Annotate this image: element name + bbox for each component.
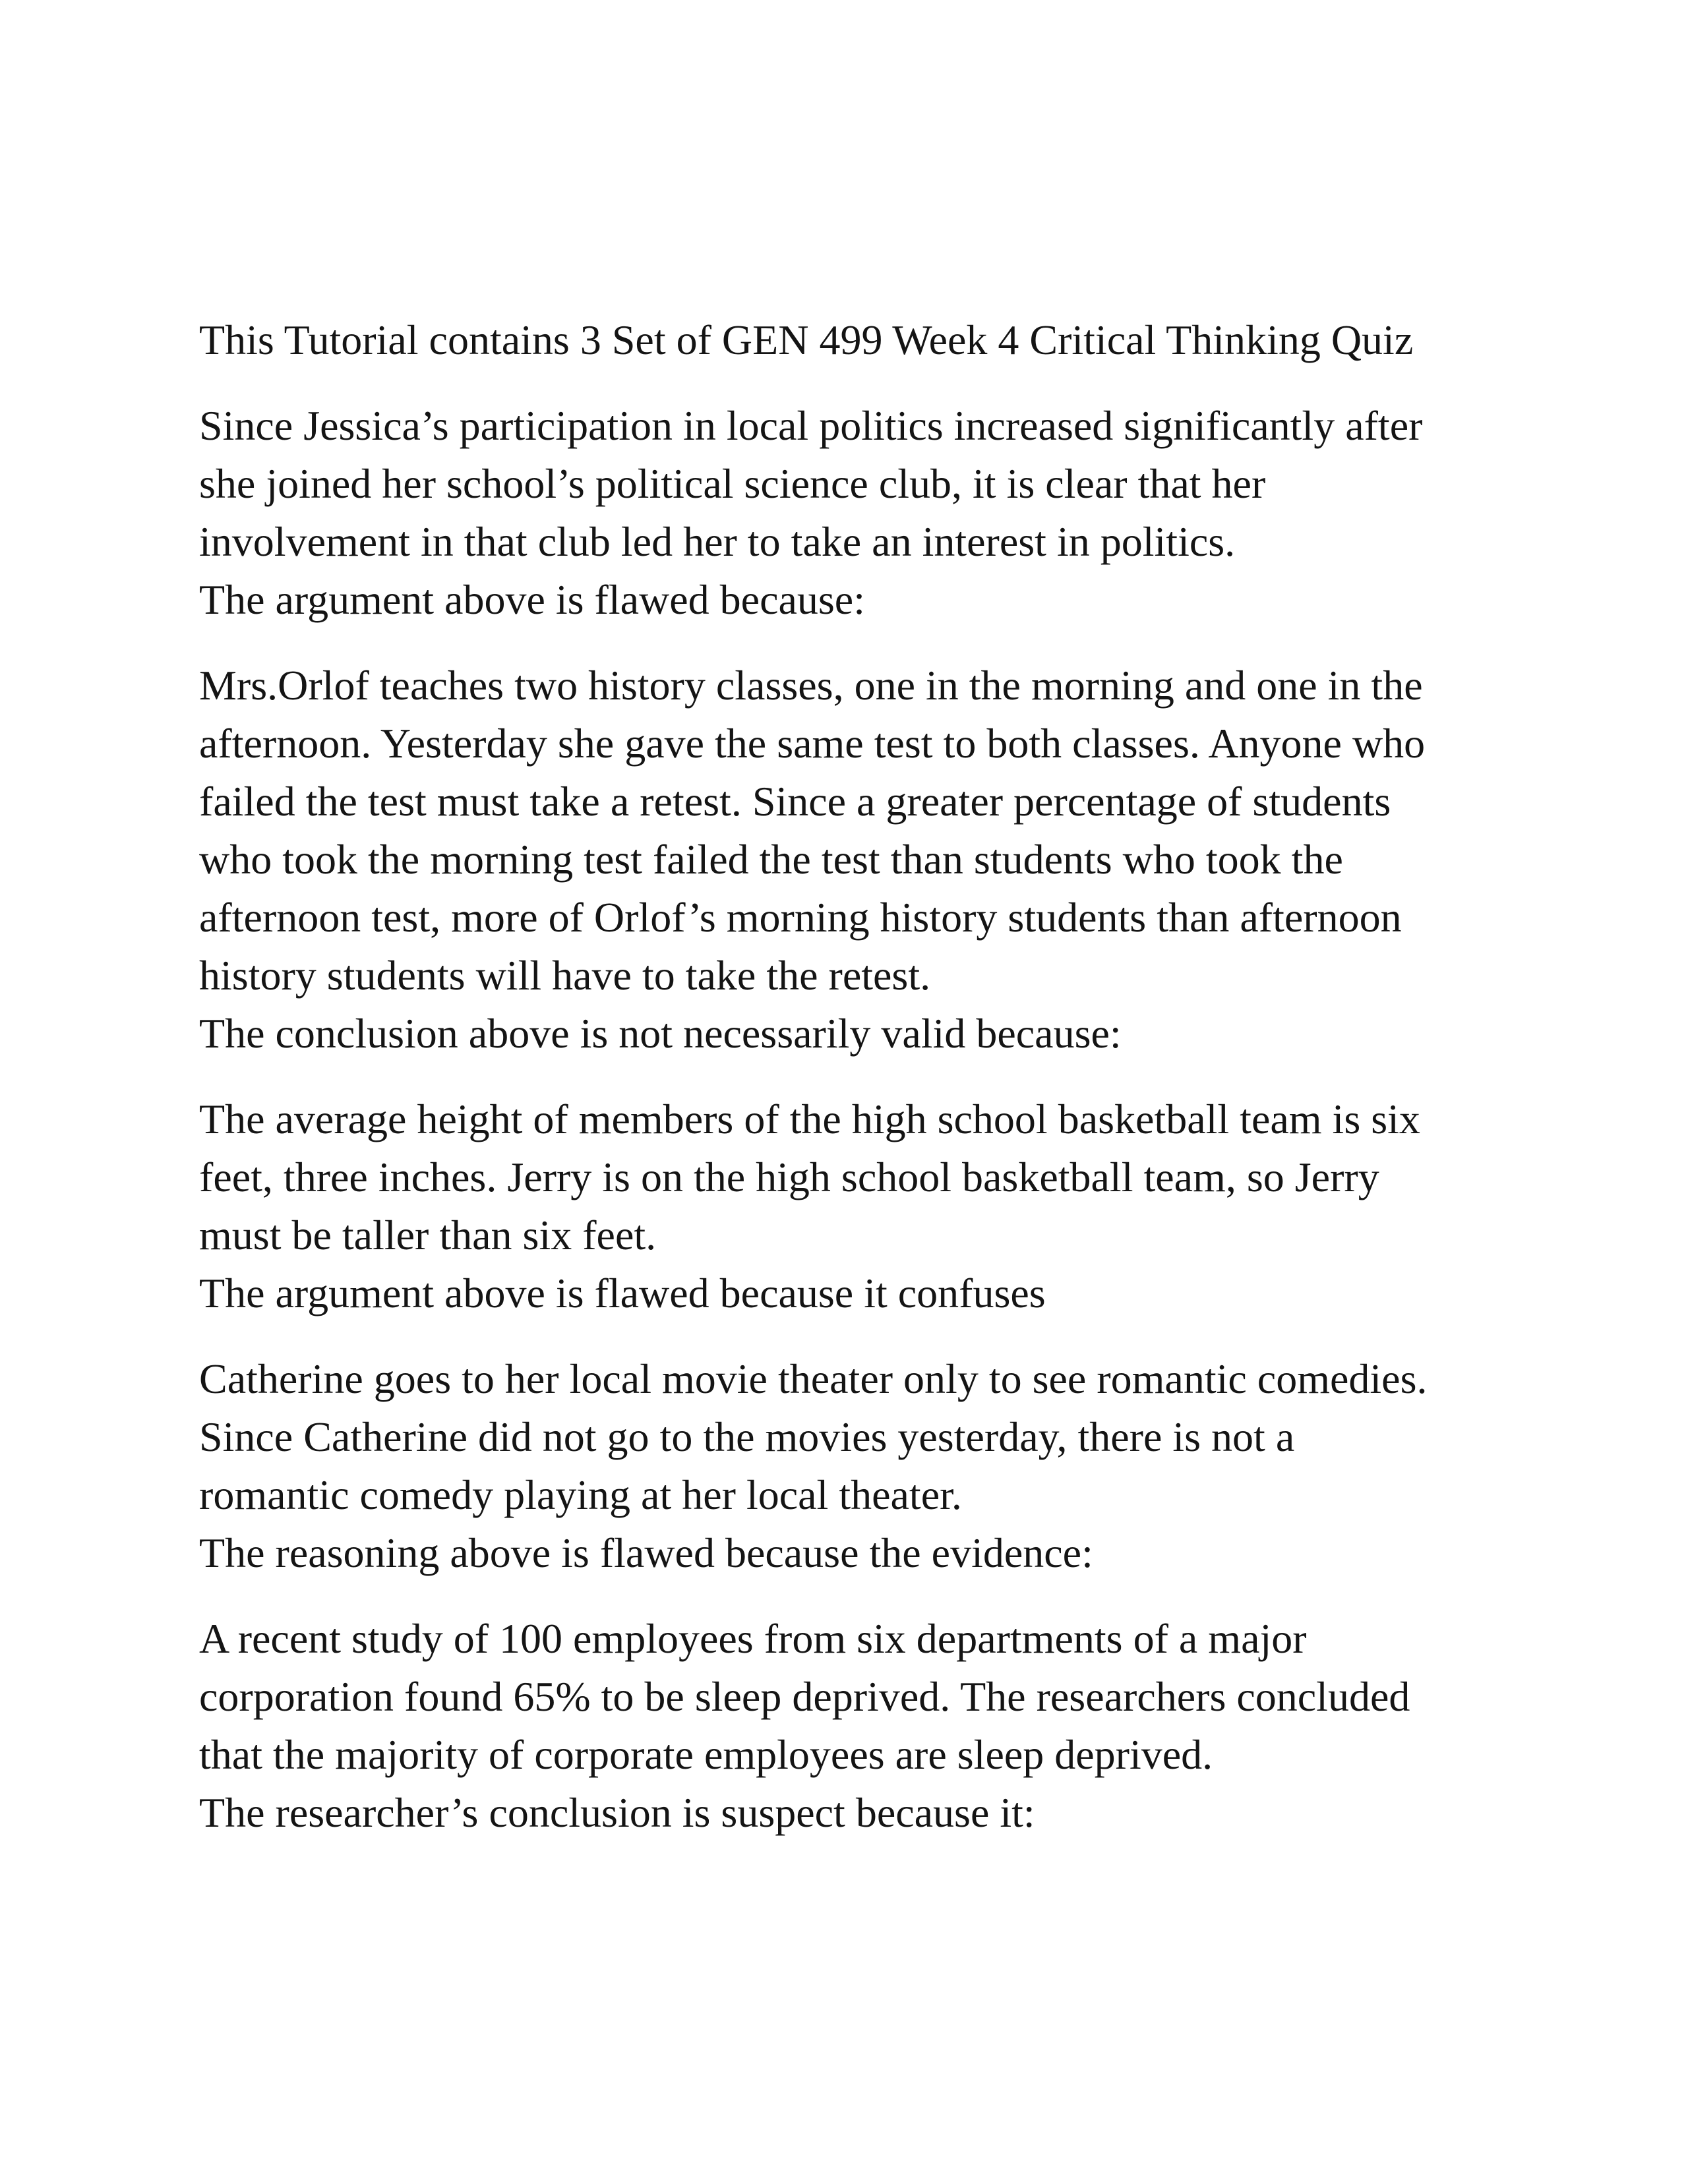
question-3: [199, 1090, 1518, 1322]
question-3-line-3: must be taller than six feet.: [199, 1212, 657, 1258]
question-2-line-1: Mrs.Orlof teaches two history classes, one in the morning and one in the: [199, 662, 1423, 709]
question-1-line-1: Since Jessica’s participation in local politics increased significantly after: [199, 402, 1423, 449]
question-1-line-2: she joined her school’s political science club, it is clear that her: [199, 460, 1266, 507]
question-5-line-3: that the majority of corporate employees are sleep deprived.: [199, 1731, 1213, 1778]
document-page: [199, 311, 1518, 1870]
question-2-line-6: history students will have to take the retest.: [199, 952, 931, 999]
question-3-line-1: The average height of members of the high school basketball team is six: [199, 1096, 1420, 1142]
question-1: [199, 397, 1518, 629]
document-title-block: [199, 311, 1518, 369]
question-5-line-2: corporation found 65% to be sleep deprived. The researchers concluded: [199, 1673, 1410, 1720]
question-5-prompt: The researcher’s conclusion is suspect because it:: [199, 1789, 1035, 1836]
question-5: [199, 1610, 1518, 1842]
question-4-line-1: Catherine goes to her local movie theater only to see romantic comedies.: [199, 1355, 1428, 1402]
document-title: This Tutorial contains 3 Set of GEN 499 Week 4 Critical Thinking Quiz: [199, 316, 1414, 363]
question-1-line-3: involvement in that club led her to take an interest in politics.: [199, 518, 1236, 565]
question-3-line-2: feet, three inches. Jerry is on the high school basketball team, so Jerry: [199, 1154, 1379, 1200]
question-4-prompt: The reasoning above is flawed because the evidence:: [199, 1529, 1093, 1576]
question-2-line-3: failed the test must take a retest. Since a greater percentage of students: [199, 778, 1391, 825]
question-2-prompt: The conclusion above is not necessarily valid because:: [199, 1010, 1122, 1057]
question-4-line-3: romantic comedy playing at her local theater.: [199, 1471, 962, 1518]
question-4-line-2: Since Catherine did not go to the movies yesterday, there is not a: [199, 1413, 1295, 1460]
question-1-prompt: The argument above is flawed because:: [199, 576, 865, 623]
question-2-line-2: afternoon. Yesterday she gave the same test to both classes. Anyone who: [199, 720, 1426, 767]
question-5-line-1: A recent study of 100 employees from six departments of a major: [199, 1615, 1307, 1662]
question-2: [199, 657, 1518, 1063]
question-2-line-5: afternoon test, more of Orlof’s morning history students than afternoon: [199, 894, 1402, 941]
question-4: [199, 1350, 1518, 1582]
question-3-prompt: The argument above is flawed because it confuses: [199, 1270, 1046, 1316]
question-2-line-4: who took the morning test failed the test than students who took the: [199, 836, 1343, 883]
